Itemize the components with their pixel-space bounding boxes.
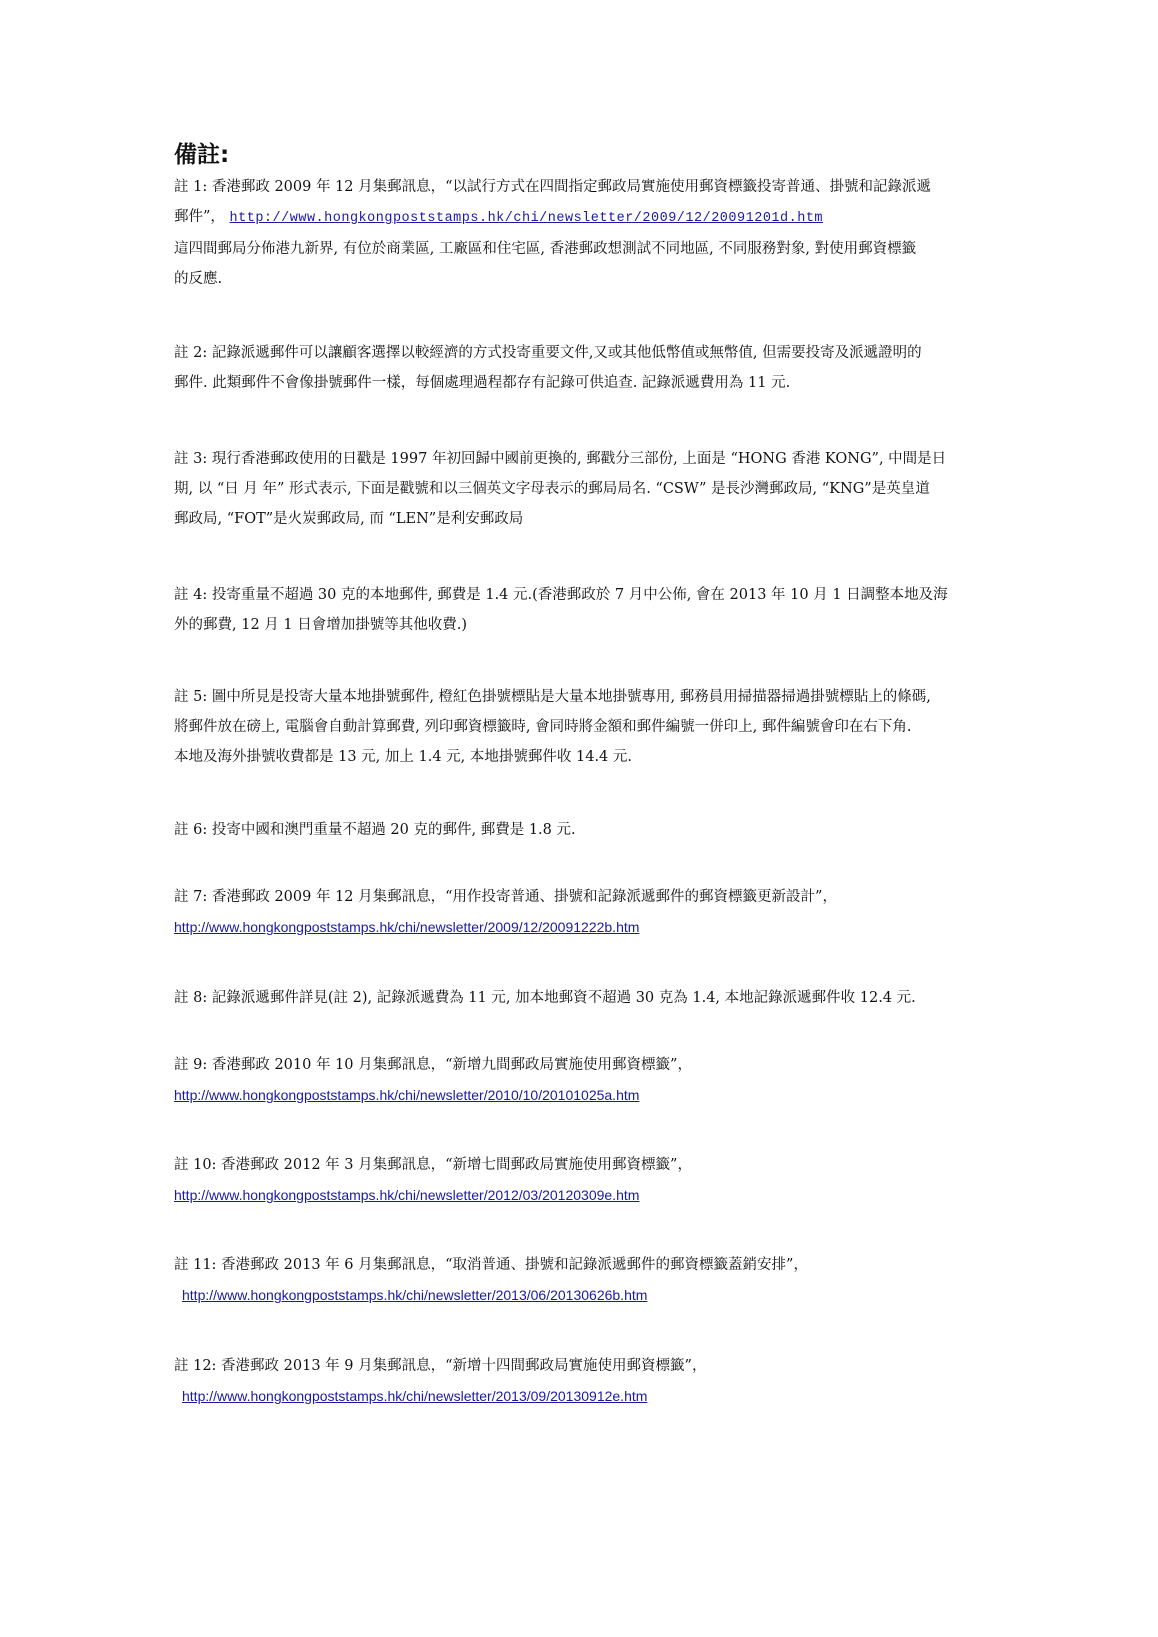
note-8-line-1: 註 8: 記錄派遞郵件詳見(註 2), 記錄派遞費為 11 元, 加本地郵資不超過 30 克為 1.4, 本地記錄派遞郵件收 12.4 元. [174,990,916,1006]
notes-heading: 備註: [174,142,230,168]
note-9 [174,1050,994,1111]
note-5-line-1: 註 5: 圖中所見是投寄大量本地掛號郵件, 橙紅色掛號標貼是大量本地掛號專用, 郵務員用掃描器掃過掛號標貼上的條碼, [174,689,931,705]
note-2-line-1: 註 2: 記錄派遞郵件可以讓顧客選擇以較經濟的方式投寄重要文件,又或其他低幣值或無幣值, 但需要投寄及派遞證明的 [174,345,922,361]
note-10-line-1: 註 10: 香港郵政 2012 年 3 月集郵訊息，“新增七間郵政局實施使用郵資標籤”， [174,1157,692,1173]
note-12 [174,1351,994,1412]
note-3-line-1: 註 3: 現行香港郵政使用的日戳是 1997 年初回歸中國前更換的, 郵戳分三部份, 上面是 “HONG 香港 KONG”, 中間是日 [174,451,947,467]
note-5-line-3: 本地及海外掛號收費都是 13 元, 加上 1.4 元, 本地掛號郵件收 14.4 元. [174,749,632,765]
note-5 [174,682,994,772]
note-1-link[interactable]: http://www.hongkongpoststamps.hk/chi/newsletter/2009/12/20091201d.htm [229,211,824,226]
note-4 [174,580,994,640]
note-9-link[interactable]: http://www.hongkongpoststamps.hk/chi/newsletter/2010/10/20101025a.htm [174,1087,640,1103]
note-7-line-2 [174,912,994,943]
note-1-line-4: 的反應. [174,271,223,287]
note-1-line-2 [174,202,994,234]
note-2 [174,338,994,398]
note-3 [174,444,994,534]
note-1 [174,172,994,294]
note-7 [174,882,994,943]
note-10 [174,1150,994,1211]
note-9-line-2 [174,1080,994,1111]
note-7-link[interactable]: http://www.hongkongpoststamps.hk/chi/newsletter/2009/12/20091222b.htm [174,919,640,935]
note-6 [174,815,994,845]
note-3-line-3: 郵政局, “FOT”是火炭郵政局, 而 “LEN”是利安郵政局 [174,511,524,527]
note-11-line-1: 註 11: 香港郵政 2013 年 6 月集郵訊息，“取消普通、掛號和記錄派遞郵件的郵資標籤蓋銷安排”， [174,1257,808,1273]
note-4-line-2: 外的郵費, 12 月 1 日會增加掛號等其他收費.) [174,617,467,633]
note-9-line-1: 註 9: 香港郵政 2010 年 10 月集郵訊息，“新增九間郵政局實施使用郵資標籤”， [174,1057,692,1073]
note-2-line-2: 郵件. 此類郵件不會像掛號郵件一樣，每個處理過程都存有記錄可供追查. 記錄派遞費用為 11 元. [174,375,791,391]
note-1-line-2-text: 郵件”， [174,209,225,225]
note-11-link[interactable]: http://www.hongkongpoststamps.hk/chi/newsletter/2013/06/20130626b.htm [182,1287,648,1303]
note-12-line-1: 註 12: 香港郵政 2013 年 9 月集郵訊息，“新增十四間郵政局實施使用郵資標籤”， [174,1358,707,1374]
note-11-line-2 [174,1280,994,1311]
note-10-link[interactable]: http://www.hongkongpoststamps.hk/chi/newsletter/2012/03/20120309e.htm [174,1187,640,1203]
note-1-line-3: 這四間郵局分佈港九新界, 有位於商業區, 工廠區和住宅區, 香港郵政想測試不同地區, 不同服務對象, 對使用郵資標籤 [174,241,917,257]
note-8 [174,983,994,1013]
note-11 [174,1250,994,1311]
note-12-line-2 [174,1381,994,1412]
note-3-line-2: 期, 以 “日 月 年” 形式表示, 下面是戳號和以三個英文字母表示的郵局局名. “CSW” 是長沙灣郵政局, “KNG”是英皇道 [174,481,930,497]
note-12-link[interactable]: http://www.hongkongpoststamps.hk/chi/newsletter/2013/09/20130912e.htm [182,1388,648,1404]
note-1-line-1: 註 1: 香港郵政 2009 年 12 月集郵訊息，“以試行方式在四間指定郵政局實施使用郵資標籤投寄普通、掛號和記錄派遞 [174,179,932,195]
note-4-line-1: 註 4: 投寄重量不超過 30 克的本地郵件, 郵費是 1.4 元.(香港郵政於 7 月中公佈, 會在 2013 年 10 月 1 日調整本地及海 [174,587,948,603]
note-7-line-1: 註 7: 香港郵政 2009 年 12 月集郵訊息，“用作投寄普通、掛號和記錄派遞郵件的郵資標籤更新設計”， [174,889,837,905]
note-6-line-1: 註 6: 投寄中國和澳門重量不超過 20 克的郵件, 郵費是 1.8 元. [174,822,576,838]
note-10-line-2 [174,1180,994,1211]
note-5-line-2: 將郵件放在磅上, 電腦會自動計算郵費, 列印郵資標籤時, 會同時將金額和郵件編號一併印上, 郵件編號會印在右下角. [174,719,912,735]
